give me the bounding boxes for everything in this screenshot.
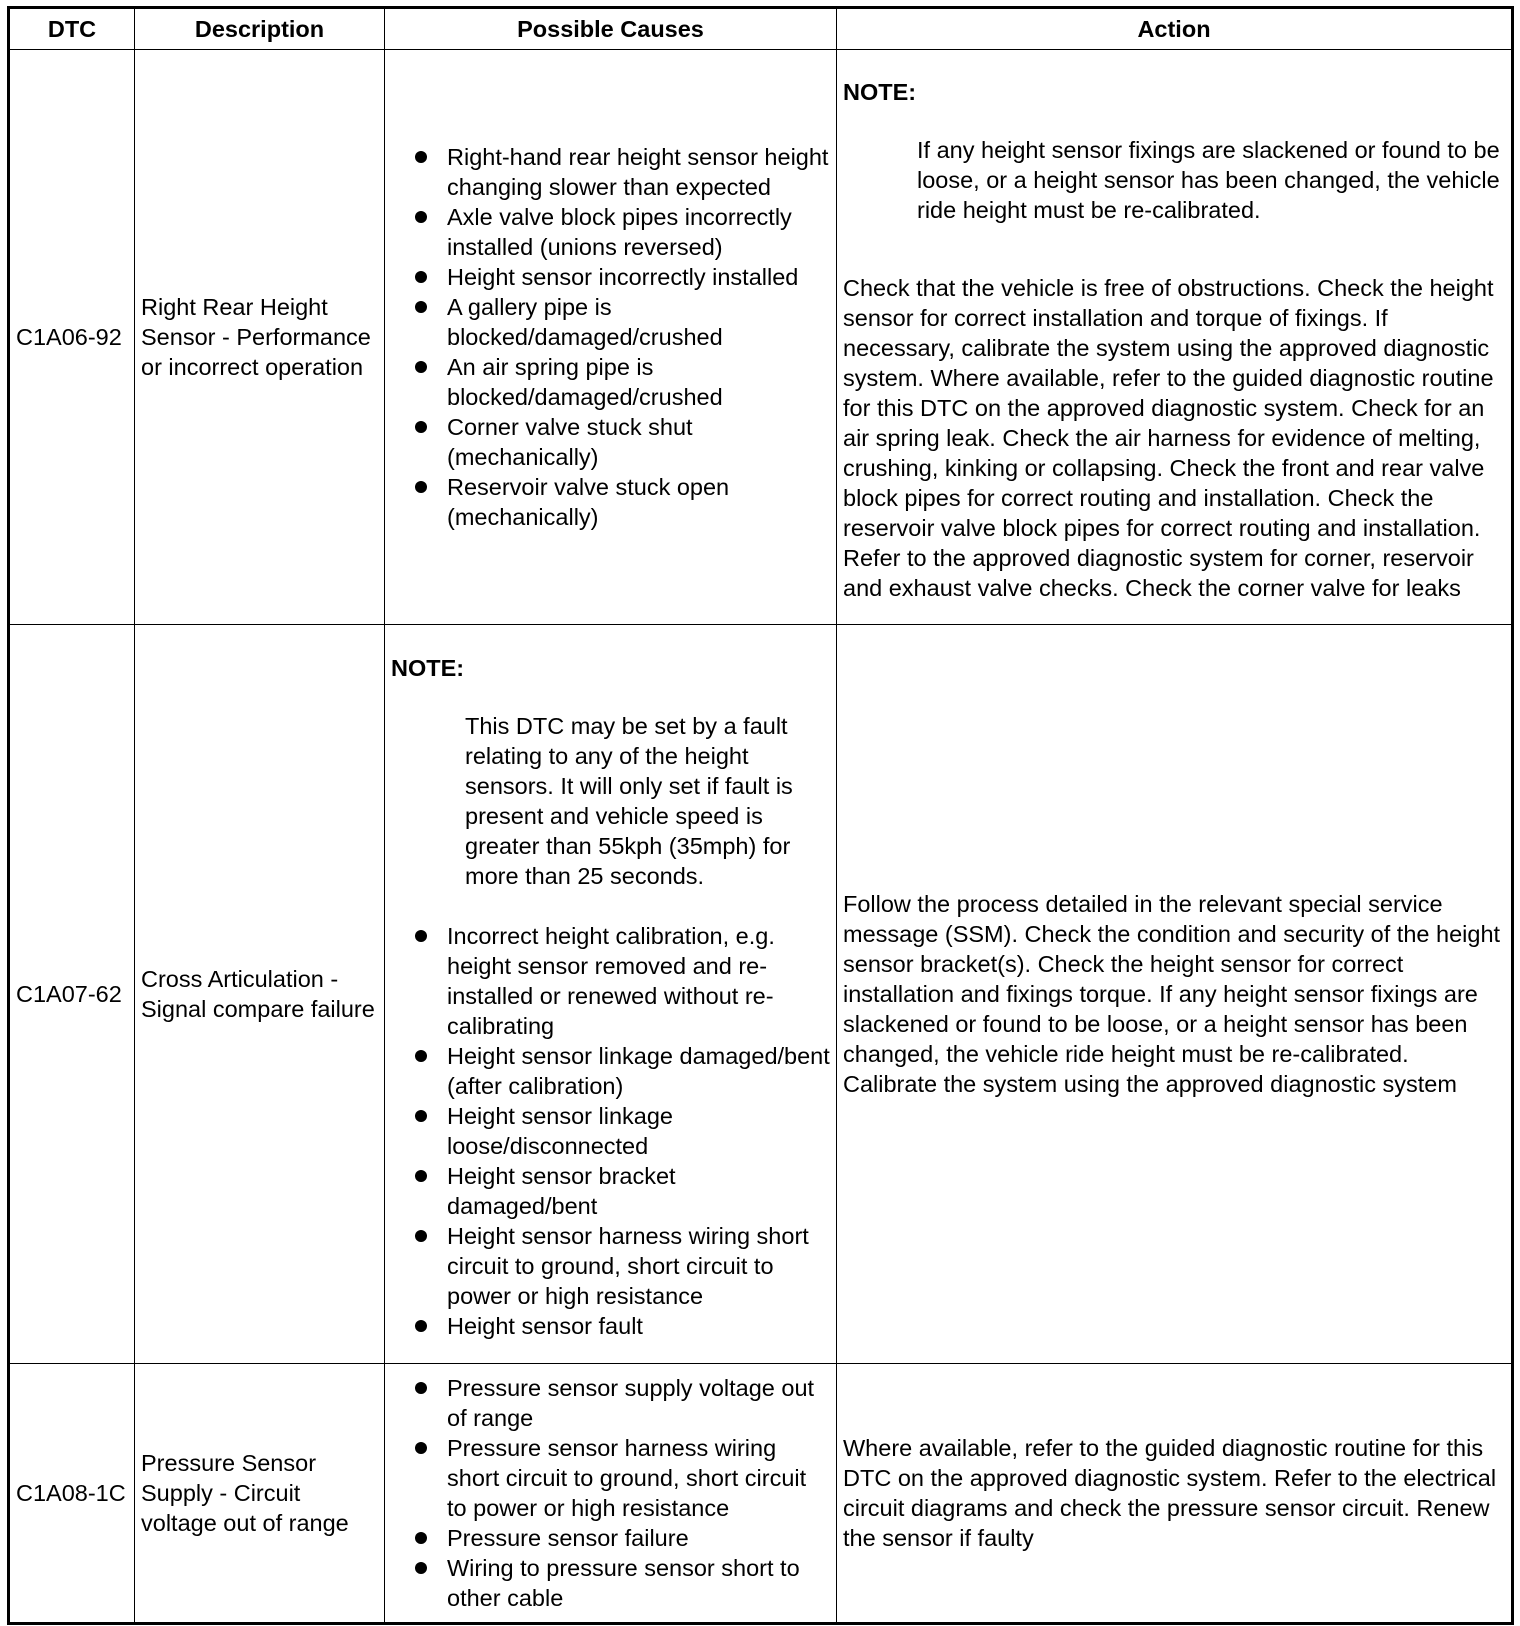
dtc-description: Pressure Sensor Supply - Circuit voltage out of range	[135, 1364, 385, 1624]
note-text: This DTC may be set by a fault relating to any of the height sensors. It will only set if fault is present and vehicle speed is greater than 55kph (35mph) for more than 25 seconds.	[465, 713, 793, 889]
header-dtc: DTC	[9, 8, 135, 50]
note-text: If any height sensor fixings are slackened or found to be loose, or a height sensor has been changed, the vehicle ride height must be re-calibrated.	[917, 137, 1500, 223]
cause-item: Height sensor harness wiring short circuit to ground, short circuit to power or high resistance	[391, 1221, 830, 1311]
cause-item: Pressure sensor harness wiring short circuit to ground, short circuit to power or high resistance	[391, 1433, 830, 1523]
cause-item: Incorrect height calibration, e.g. height sensor removed and re-installed or renewed without re-calibrating	[391, 921, 830, 1041]
cause-item: Corner valve stuck shut (mechanically)	[391, 412, 830, 472]
cause-item: Wiring to pressure sensor short to other cable	[391, 1553, 830, 1613]
table-row	[9, 625, 1513, 1364]
cause-item: Height sensor incorrectly installed	[391, 262, 830, 292]
note-label: NOTE:	[843, 79, 917, 105]
action-cell	[837, 625, 1513, 1364]
causes-list	[391, 142, 830, 532]
possible-causes-cell	[385, 50, 837, 625]
cause-item: Height sensor bracket damaged/bent	[391, 1161, 830, 1221]
cause-item: Pressure sensor supply voltage out of range	[391, 1373, 830, 1433]
header-action: Action	[837, 8, 1513, 50]
cause-item: Height sensor linkage loose/disconnected	[391, 1101, 830, 1161]
action-cell	[837, 50, 1513, 625]
table-row	[9, 1364, 1513, 1624]
header-description: Description	[135, 8, 385, 50]
cause-item: Height sensor linkage damaged/bent (after calibration)	[391, 1041, 830, 1101]
possible-causes-cell	[385, 1364, 837, 1624]
cause-item: An air spring pipe is blocked/damaged/crushed	[391, 352, 830, 412]
action-text: Follow the process detailed in the relevant special service message (SSM). Check the condition and security of the height sensor bracket(s). Check the height sensor for correct installation and fixings torque. If any height sensor fixings are slackened or found to be loose, or a height sensor has been changed, the vehicle ride height must be re-calibrated. Calibrate the system using the approved diagnostic system	[843, 891, 1501, 1097]
dtc-code: C1A06-92	[9, 50, 135, 625]
cause-item: Axle valve block pipes incorrectly installed (unions reversed)	[391, 202, 830, 262]
table-row	[9, 50, 1513, 625]
cause-item: Height sensor fault	[391, 1311, 830, 1341]
header-possible-causes: Possible Causes	[385, 8, 837, 50]
action-cell	[837, 1364, 1513, 1624]
dtc-description: Right Rear Height Sensor - Performance or incorrect operation	[135, 50, 385, 625]
action-text: Check that the vehicle is free of obstructions. Check the height sensor for correct installation and torque of fixings. If necessary, calibrate the system using the approved diagnostic system. Where available, refer to the guided diagnostic routine for this DTC on the approved diagnostic system. Check for an air spring leak. Check the air harness for evidence of melting, crushing, kinking or collapsing. Check the front and rear valve block pipes for correct routing and installation. Check the reservoir valve block pipes for correct routing and installation. Refer to the approved diagnostic system for corner, reservoir and exhaust valve checks. Check the corner valve for leaks	[843, 275, 1494, 601]
cause-item: Reservoir valve stuck open (mechanically)	[391, 472, 830, 532]
cause-item: Pressure sensor failure	[391, 1523, 830, 1553]
cause-item: A gallery pipe is blocked/damaged/crushed	[391, 292, 830, 352]
dtc-code: C1A08-1C	[9, 1364, 135, 1624]
header-row	[9, 8, 1513, 50]
cause-item: Right-hand rear height sensor height changing slower than expected	[391, 142, 830, 202]
note-label: NOTE:	[391, 655, 465, 681]
causes-list	[391, 1373, 830, 1613]
dtc-description: Cross Articulation - Signal compare failure	[135, 625, 385, 1364]
possible-causes-cell	[385, 625, 837, 1364]
dtc-table	[7, 6, 1514, 1625]
action-text: Where available, refer to the guided diagnostic routine for this DTC on the approved diagnostic system. Refer to the electrical circuit diagrams and check the pressure sensor circuit. Renew the sensor if faulty	[843, 1435, 1497, 1551]
causes-list	[391, 921, 830, 1341]
dtc-code: C1A07-62	[9, 625, 135, 1364]
